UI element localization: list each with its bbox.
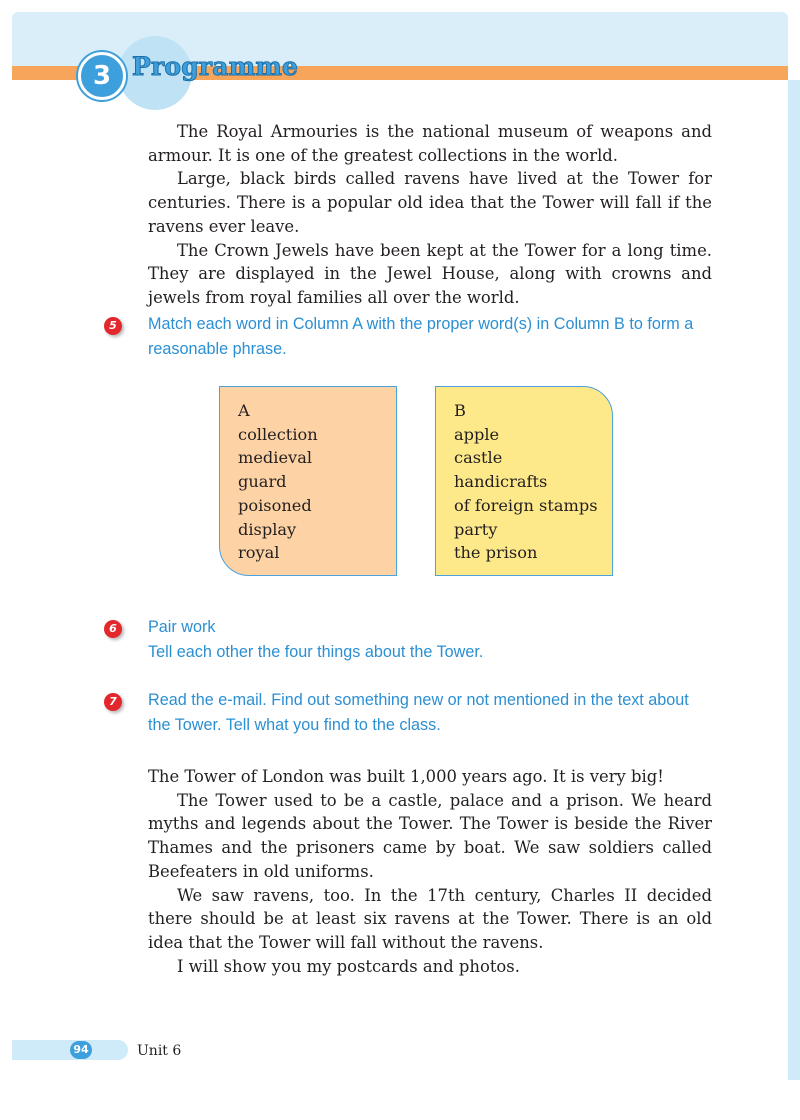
paragraph: Large, black birds called ravens have lived at the Tower for centuries. There is a popular old idea that the Tower will fall if the ravens ever leave. [148, 169, 712, 236]
column-b-box [435, 386, 613, 576]
column-b-item: party [454, 519, 498, 539]
column-a-item: display [238, 519, 297, 539]
column-a-box [219, 386, 397, 576]
instruction-line: Read the e-mail. Find out something new or not mentioned in the text about [148, 691, 689, 709]
task-5-number: 5 [104, 317, 122, 335]
column-a-item: collection [238, 424, 318, 444]
instruction-line: the Tower. Tell what you find to the class. [148, 716, 441, 734]
section-title: Programme [132, 52, 299, 81]
instruction-line: Pair work [148, 618, 216, 636]
page-number: 94 [70, 1041, 92, 1059]
paragraph: I will show you my postcards and photos. [177, 956, 520, 976]
column-a-item: poisoned [238, 495, 312, 515]
unit-label: Unit 6 [137, 1043, 182, 1059]
task-6-number: 6 [104, 620, 122, 638]
paragraph: The Tower used to be a castle, palace and a prison. We heard myths and legends about the Tower. The Tower is beside the River Thames and the prisoners came by boat. We saw soldiers called Beefeaters in old uniforms. [148, 790, 712, 881]
column-b-item: handicrafts [454, 472, 548, 492]
paragraph: We saw ravens, too. In the 17th century, Charles II decided there should be at least six ravens at the Tower. There is an old idea that the Tower will fall without the ravens. [148, 885, 712, 952]
paragraph: The Tower of London was built 1,000 years ago. It is very big! [148, 767, 664, 786]
email-text [148, 765, 712, 978]
paragraph: The Crown Jewels have been kept at the Tower for a long time. They are displayed in the Jewel House, along with crowns and jewels from royal families all over the world. [148, 240, 712, 307]
page-edge-bar [788, 80, 800, 1080]
task-5-instruction [148, 312, 718, 362]
column-b-item: the prison [454, 543, 538, 563]
task-7-number: 7 [104, 693, 122, 711]
column-a-heading: A [238, 401, 250, 420]
column-b-item: apple [454, 424, 500, 444]
column-a-item: medieval [238, 448, 313, 468]
instruction-line: Tell each other the four things about the Tower. [148, 643, 484, 661]
column-b-item: castle [454, 448, 503, 468]
section-number-badge: 3 [78, 52, 126, 100]
instruction-line: reasonable phrase. [148, 340, 287, 358]
instruction-line: Match each word in Column A with the proper word(s) in Column B to form a [148, 315, 694, 333]
column-b-heading: B [454, 401, 466, 420]
reading-text [148, 120, 712, 310]
task-7-instruction [148, 688, 718, 738]
column-a-item: royal [238, 543, 280, 563]
column-a-item: guard [238, 472, 287, 492]
column-b-item: of foreign stamps [454, 495, 598, 515]
paragraph: The Royal Armouries is the national museum of weapons and armour. It is one of the greatest collections in the world. [148, 122, 712, 165]
task-6-instruction [148, 615, 718, 665]
